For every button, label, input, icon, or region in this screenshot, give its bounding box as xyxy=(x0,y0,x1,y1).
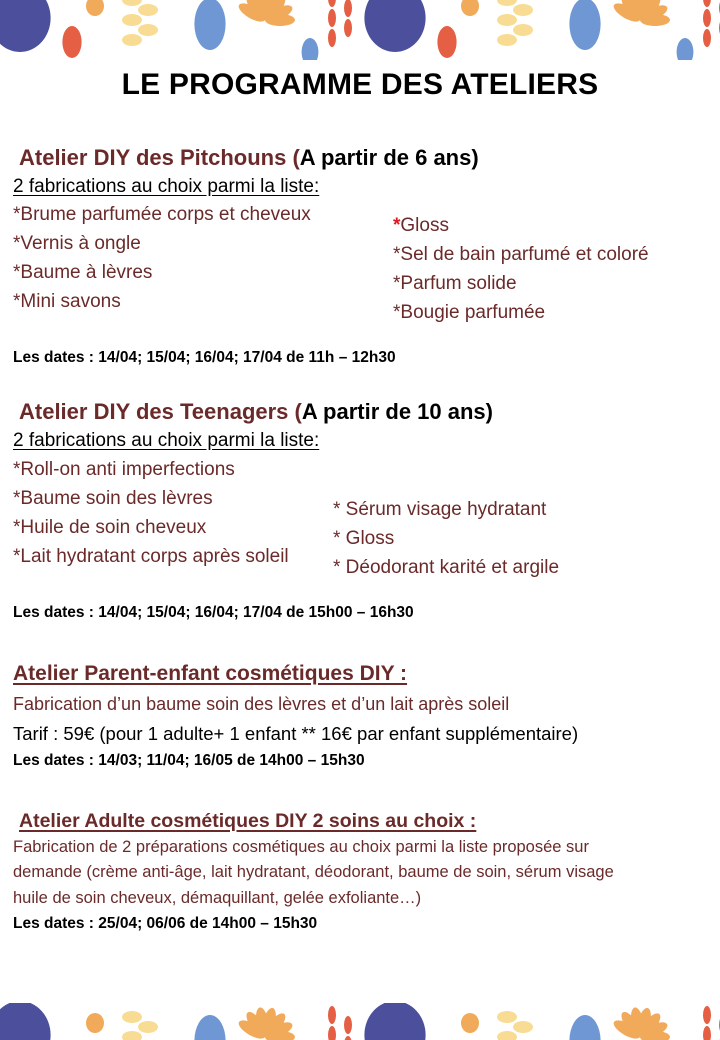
teenagers-subtitle: 2 fabrications au choix parmi la liste: xyxy=(13,430,320,451)
teenagers-dates: Les dates : 14/04; 15/04; 16/04; 17/04 de 15h00 – 16h30 xyxy=(13,604,414,621)
teenagers-heading-label: Atelier DIY des Teenagers ( xyxy=(19,399,302,424)
teenagers-item: * Sérum visage hydratant xyxy=(333,499,547,520)
leaf-icon xyxy=(497,0,533,46)
adulte-description-line: huile de soin cheveux, démaquillant, gelée exfoliante…) xyxy=(13,889,422,907)
adulte-dates: Les dates : 25/04; 06/06 de 14h00 – 15h30 xyxy=(13,915,318,932)
red-asterisk: * xyxy=(393,215,401,236)
pitchouns-subtitle: 2 fabrications au choix parmi la liste: xyxy=(13,176,320,197)
leaf-icon xyxy=(461,1013,479,1033)
pitchouns-heading xyxy=(19,145,479,171)
pitchouns-item: *Parfum solide xyxy=(393,273,517,294)
pitchouns-item-text: Gloss xyxy=(400,215,449,236)
leaf-icon xyxy=(364,0,425,52)
adulte-description-line: Fabrication de 2 préparations cosmétiques au choix parmi la liste proposée sur xyxy=(13,838,589,856)
teenagers-item: *Huile de soin cheveux xyxy=(13,517,207,538)
pitchouns-dates: Les dates : 14/04; 15/04; 16/04; 17/04 de 11h – 12h30 xyxy=(13,349,396,366)
leaf-icon xyxy=(62,26,81,58)
leaf-icon xyxy=(122,1011,158,1040)
teenagers-item: *Baume soin des lèvres xyxy=(13,488,213,509)
autumn-leaves-bottom-border-icon xyxy=(0,1003,720,1040)
pitchouns-item: *Vernis à ongle xyxy=(13,233,141,254)
leaf-icon xyxy=(194,0,225,50)
leaf-icon xyxy=(236,0,295,26)
leaf-icon xyxy=(302,38,319,60)
leaf-icon xyxy=(0,0,51,52)
teenagers-item: *Roll-on anti imperfections xyxy=(13,459,235,480)
pitchouns-item: *Baume à lèvres xyxy=(13,262,153,283)
leaf-icon xyxy=(328,0,352,47)
leaf-icon xyxy=(569,1015,600,1040)
leaf-icon xyxy=(86,0,104,16)
leaf-icon xyxy=(437,26,456,58)
teenagers-item: * Déodorant karité et argile xyxy=(333,557,560,578)
leaf-icon xyxy=(86,1013,104,1033)
autumn-leaves-top-border-icon xyxy=(0,0,720,60)
teenagers-heading xyxy=(19,399,493,425)
teenagers-item: * Gloss xyxy=(333,528,395,549)
page-title: LE PROGRAMME DES ATELIERS xyxy=(121,68,599,101)
leaf-icon xyxy=(364,1003,425,1040)
pitchouns-item: *Mini savons xyxy=(13,291,121,312)
leaf-icon xyxy=(703,0,720,47)
leaf-icon xyxy=(677,38,694,60)
leaf-icon xyxy=(194,1015,225,1040)
pitchouns-item: *Bougie parfumée xyxy=(393,302,546,323)
leaf-icon xyxy=(0,1003,51,1040)
pitchouns-item: *Brume parfumée corps et cheveux xyxy=(13,204,311,225)
teenagers-age: A partir de 10 ans) xyxy=(301,399,493,424)
adulte-heading: Atelier Adulte cosmétiques DIY 2 soins au choix : xyxy=(19,810,477,832)
leaf-icon xyxy=(497,1011,533,1040)
parent-enfant-dates: Les dates : 14/03; 11/04; 16/05 de 14h00 – 15h30 xyxy=(13,752,365,769)
leaf-icon xyxy=(611,1006,670,1040)
pitchouns-heading-label: Atelier DIY des Pitchouns ( xyxy=(19,145,300,170)
leaf-icon xyxy=(611,0,670,26)
leaf-icon xyxy=(328,1006,352,1040)
leaf-icon xyxy=(461,0,479,16)
leaf-icon xyxy=(236,1006,295,1040)
leaf-icon xyxy=(569,0,600,50)
adulte-description-line: demande (crème anti-âge, lait hydratant, déodorant, baume de soin, sérum visage xyxy=(13,863,614,881)
pitchouns-age: A partir de 6 ans) xyxy=(299,145,479,170)
parent-enfant-description: Fabrication d’un baume soin des lèvres et d’un lait après soleil xyxy=(13,694,510,714)
pitchouns-item xyxy=(393,215,449,237)
teenagers-item: *Lait hydratant corps après soleil xyxy=(13,546,289,567)
parent-enfant-tarif: Tarif : 59€ (pour 1 adulte+ 1 enfant ** 16€ par enfant supplémentaire) xyxy=(13,723,579,744)
leaf-icon xyxy=(703,1006,720,1040)
parent-enfant-heading: Atelier Parent-enfant cosmétiques DIY : xyxy=(13,662,408,685)
leaf-icon xyxy=(122,0,158,46)
pitchouns-item: *Sel de bain parfumé et coloré xyxy=(393,244,649,265)
